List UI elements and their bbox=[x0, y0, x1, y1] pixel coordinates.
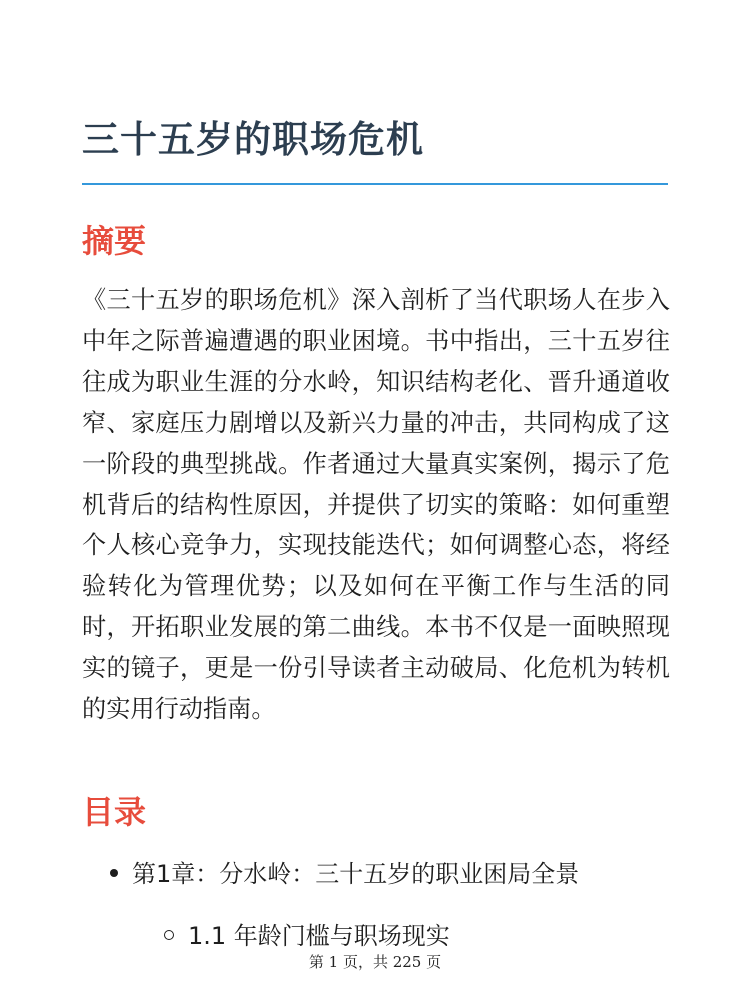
abstract-heading: 摘要 bbox=[82, 222, 147, 260]
page-number-footer: 第 1 页，共 225 页 bbox=[308, 953, 442, 971]
toc-section-label: 1.1 年龄门槛与职场现实 bbox=[188, 922, 450, 950]
hollow-bullet-icon bbox=[164, 930, 174, 940]
title-divider bbox=[82, 183, 668, 185]
toc-chapter-label: 第1章：分水岭：三十五岁的职业困局全景 bbox=[132, 860, 580, 888]
document-title: 三十五岁的职场危机 bbox=[82, 118, 424, 161]
toc-chapter-item[interactable] bbox=[110, 852, 579, 896]
filled-bullet-icon bbox=[110, 869, 118, 877]
abstract-paragraph: 《三十五岁的职场危机》深入剖析了当代职场人在步入中年之际普遍遭遇的职业困境。书中指出，三十五岁往往成为职业生涯的分水岭，知识结构老化、晋升通道收窄、家庭压力剧增以及新兴力量的冲击，共同构成了这一阶段的典型挑战。作者通过大量真实案例，揭示了危机背后的结构性原因，并提供了切实的策略：如何重塑个人核心竞争力，实现技能迭代；如何调整心态，将经验转化为管理优势；以及如何在平衡工作与生活的同时，开拓职业发展的第二曲线。本书不仅是一面映照现实的镜子，更是一份引导读者主动破局、化危机为转机的实用行动指南。 bbox=[82, 286, 670, 724]
toc-heading: 目录 bbox=[82, 793, 147, 831]
